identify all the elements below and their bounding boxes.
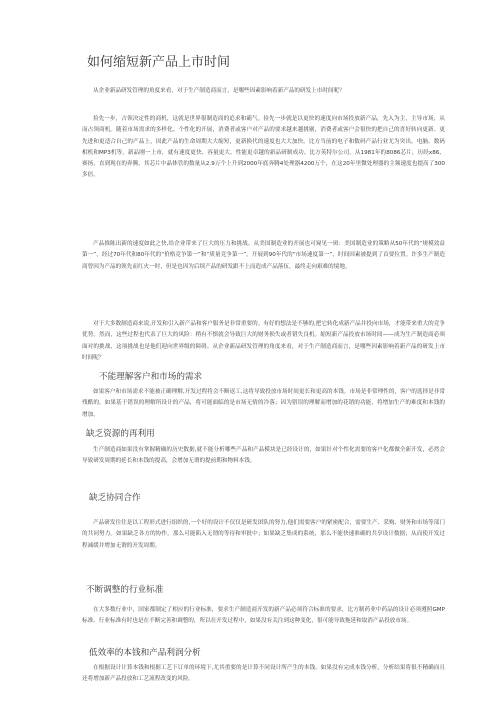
section-body-2: 生产制造商如果没有掌握精确的历史数据,就不能分析哪些产品和产品模块是已经设计的，如果针对个性化需要的客户化都做全新开发，必然会导致研发周期的延长和本钱的提高，会增加无谓的提前期和物料本钱。 — [82, 447, 445, 465]
body-paragraph-3: 对于大多数制造商来说,开发和引入新产品和客户服务是非常重要的。有好的想法是不够的,把它转化成新产品并投向市场，才能带来重大的竞争优势。然而，这些过程也代表了巨大的风险：稍有不慎就会导致巨大的财务损失或者错失良机。缩短新产品投放市场时间——成为生产制造商必须面对的挑战，这项挑战也是他们迎向世界级的障碍。从企业新品研发管理的角度来看，对于生产制造商而言，是哪些因素影响着新产品的研发上市时间呢？ — [82, 321, 445, 361]
section-body-4: 在大多数行业中，国家都制定了相应的行业标准，要求生产制造商开发的新产品必须符合标准的要求，比方制药业中药品的设计必须遵照GMP标准。行业标准有时也是在不断完善和调整的，所以在开发过程中，如果没有关注到这种变化，很可能导致拖延和取消产品投放市场。 — [82, 607, 445, 625]
section-body-5: 在根据设计计算本钱和根据工艺下订单的环境下,尤其重要的是计算不同设计所产生的本钱。如果没有完成本钱分析，分析结果将很不精确而且还将增加新产品投放和工艺流程改变的风险。 — [82, 665, 445, 683]
section-heading-3: 缺乏协同合作 — [89, 493, 141, 503]
document-title: 如何缩短新产品上市时间 — [87, 55, 231, 70]
section-body-1: 如果客户和市场需求不能被正确理解,开发过程将会不断返工,这将导致投放市场时间更长和更高的本钱。市场是非常理性的，客户的选择是非常残酷的，如果基于错误的理解所设计的产品，将可能面临的是市场无情的冷落；因为错误的理解而增加的花销的功能，将增加生产的难度和本钱的增加。 — [82, 389, 445, 418]
section-heading-4: 不断调整的行业标准 — [86, 585, 164, 595]
section-heading-5: 低效率的本钱和产品利润分析 — [89, 648, 201, 658]
section-heading-1: 不能理解客户和市场的需求 — [99, 372, 203, 382]
intro-paragraph: 从企业新品研发管理的角度来看，对于生产制造商而言，是哪些因素影响着新产品的研发上市时间呢？ — [93, 88, 345, 94]
section-body-3: 产品研发往往是以工程形式进行组织的,一个好的设计不仅仅是研发团队的努力,他们需要客户的紧密配合，需要生产、采购、财务和市场等部门的共同努力。如果缺乏各方的协作，那么可能陷入无谓的等待和审批中；如果缺乏集成的系统，那么不能快速准确的共享设计数据；从而使开发过程减缓并增加无谓的开发周期。 — [82, 520, 445, 549]
section-heading-2: 缺乏资源的再利用 — [86, 429, 155, 439]
body-paragraph-1: 捡先一步，占领决定性的商机，这就是世界很制造商的追求和霸气。捡先一步就是以更快的速度向市场投放新产品，先入为主，主导市场，从而占领商机。随着市场需求的多样化、个性化的开展，消费者或客户对产品的要求越来越挑剔，消费者或客户会很快的把自己的喜好转向更新、更先进和更适合自己的产品上，因此产品的生命周期大大缩短，更新换代的速度也大大加快。比方当前的电子和数码产品行业尤为突出，电脑、数码相机和MP3机等，新品刚一上市，就有速度更快、容量更大、性能更卓越的新品研制成功。比方英特尔公司，从1981年的8086芯片，历经x86、赛扬，直到现在的奔腾，其芯片中晶体管的数量从2.9万个上升到2000年底奔腾4处理器4200万个，在这20年里微处理器的主频速度也提高了300多倍。 — [82, 116, 445, 179]
body-paragraph-2: 产品推陈出新的速度如此之快,给企业带来了巨大的压力和挑战。从美国制造业的开展也可窥见一斑：美国制造业的策略从50年代的“规模效益第一”，经过70年代和80年代的“价格竞争第一”和“质量竞争第一”，开展到90年代的“市场速度第一”，时间因素被提到了首要位置。许多生产制造商曾因为产品的领先而红火一时，但是也因为后续产品的研发跟不上而造成产品落伍，最终走向艰难的境地。 — [82, 241, 445, 270]
